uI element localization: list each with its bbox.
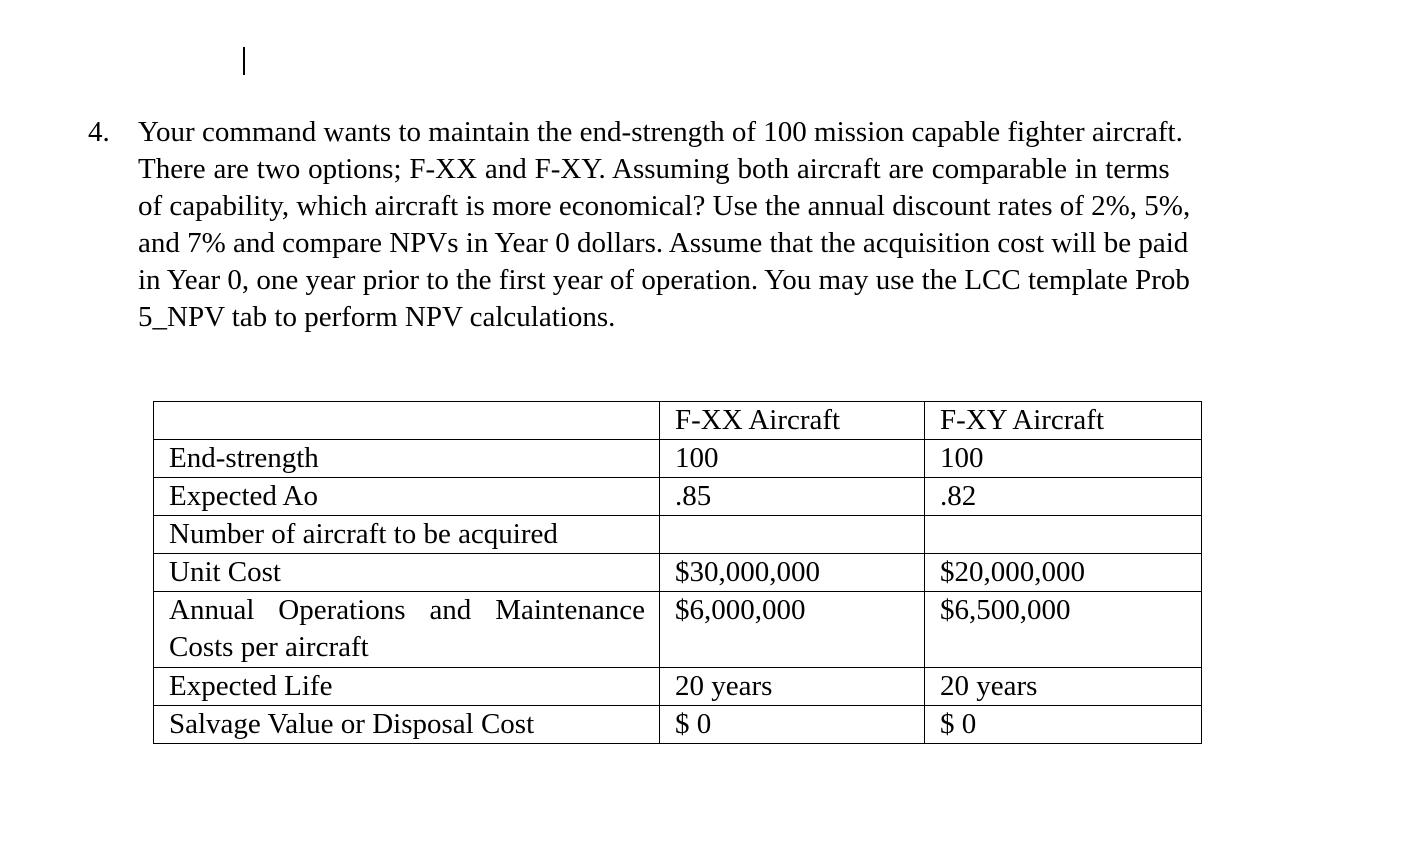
table-row: [154, 440, 1202, 478]
fxy-value: $6,500,000: [925, 592, 1202, 668]
fxy-value: $20,000,000: [925, 554, 1202, 592]
row-label-word: and: [429, 594, 472, 626]
fxx-value: $30,000,000: [660, 554, 925, 592]
header-empty-cell: [154, 402, 660, 440]
row-label-line-2: Costs per aircraft: [169, 631, 369, 663]
question-text: [138, 114, 1304, 336]
text-cursor: [243, 47, 245, 75]
table-row: [154, 478, 1202, 516]
row-label: Number of aircraft to be acquired: [154, 516, 660, 554]
row-label-word: Operations: [278, 594, 406, 626]
fxx-value: 20 years: [660, 668, 925, 706]
table-row: [154, 554, 1202, 592]
fxx-value: $6,000,000: [660, 592, 925, 668]
table-header-row: [154, 402, 1202, 440]
table-row: [154, 516, 1202, 554]
header-fxx: F-XX Aircraft: [660, 402, 925, 440]
fxy-value: .82: [925, 478, 1202, 516]
row-label: Expected Life: [154, 668, 660, 706]
question-block: [88, 114, 1304, 336]
table-row: [154, 706, 1202, 744]
question-line: in Year 0, one year prior to the first year of operation. You may use the LCC template Prob: [138, 264, 1190, 296]
question-line: There are two options; F-XX and F-XY. Assuming both aircraft are comparable in terms: [138, 153, 1170, 185]
question-line: of capability, which aircraft is more economical? Use the annual discount rates of 2%, 5%,: [138, 190, 1191, 222]
fxx-value: .85: [660, 478, 925, 516]
fxx-value: $ 0: [660, 706, 925, 744]
table-row: [154, 592, 1202, 668]
question-line: Your command wants to maintain the end-strength of 100 mission capable fighter aircraft.: [138, 116, 1183, 148]
fxy-value: $ 0: [925, 706, 1202, 744]
aircraft-comparison-table: [153, 401, 1202, 744]
table-row: [154, 668, 1202, 706]
row-label-word: Maintenance: [495, 594, 645, 626]
row-label: Unit Cost: [154, 554, 660, 592]
fxy-value: 20 years: [925, 668, 1202, 706]
row-label-line-1: [169, 592, 659, 629]
fxx-value: 100: [660, 440, 925, 478]
row-label: End-strength: [154, 440, 660, 478]
question-number: 4.: [88, 116, 110, 148]
header-fxy: F-XY Aircraft: [925, 402, 1202, 440]
row-label-word: Annual: [169, 594, 255, 626]
fxx-value: [660, 516, 925, 554]
fxy-value: [925, 516, 1202, 554]
row-label: [154, 592, 660, 668]
question-line: 5_NPV tab to perform NPV calculations.: [138, 301, 616, 333]
row-label: Salvage Value or Disposal Cost: [154, 706, 660, 744]
row-label: Expected Ao: [154, 478, 660, 516]
question-line: and 7% and compare NPVs in Year 0 dollars. Assume that the acquisition cost will be paid: [138, 227, 1189, 259]
fxy-value: 100: [925, 440, 1202, 478]
